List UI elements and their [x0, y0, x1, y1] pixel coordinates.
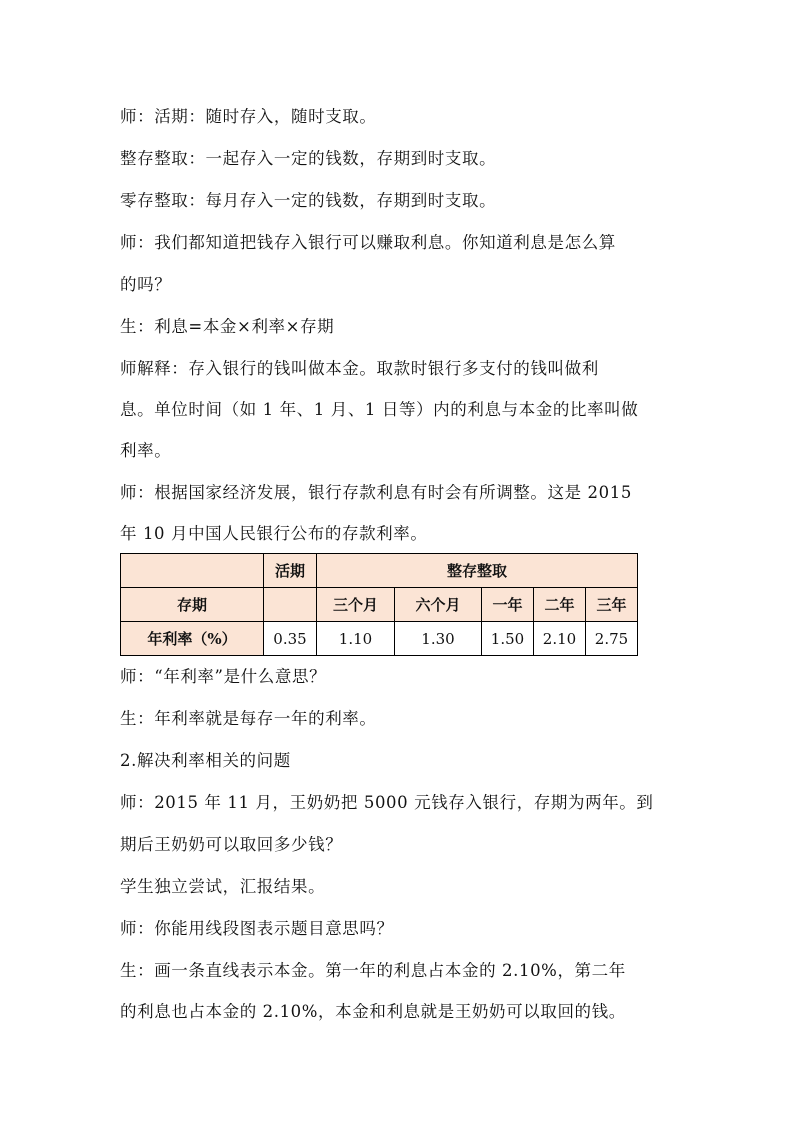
paragraph-line: 息。单位时间（如 1 年、1 月、1 日等）内的利息与本金的比率叫做 — [120, 400, 639, 419]
paragraph-line: 师：你能用线段图表示题目意思吗？ — [120, 919, 394, 938]
rate-cell: 1.10 — [317, 622, 395, 656]
paragraph-line: 生：画一条直线表示本金。第一年的利息占本金的 2.10%，第二年 — [120, 961, 626, 980]
paragraph-line: 师：根据国家经济发展，银行存款利息有时会有所调整。这是 2015 — [120, 483, 632, 502]
paragraph-line: 师：“年利率”是什么意思？ — [120, 667, 327, 686]
term-cell: 一年 — [482, 588, 534, 622]
paragraph-line: 师：2015 年 11 月，王奶奶把 5000 元钱存入银行，存期为两年。到 — [120, 793, 654, 812]
row-label-term: 存期 — [121, 588, 264, 622]
paragraph-line: 的吗？ — [120, 275, 172, 294]
term-cell: 三年 — [586, 588, 638, 622]
term-cell: 三个月 — [317, 588, 395, 622]
section-heading: 2.解决利率相关的问题 — [120, 751, 291, 770]
paragraph-line: 利率。 — [120, 441, 172, 460]
row-label-rate: 年利率（%） — [121, 622, 264, 656]
paragraph-line: 的利息也占本金的 2.10%，本金和利息就是王奶奶可以取回的钱。 — [120, 1002, 626, 1021]
header-fixed: 整存整取 — [317, 554, 638, 588]
rate-current: 0.35 — [264, 622, 317, 656]
term-cell: 六个月 — [395, 588, 482, 622]
term-current-empty — [264, 588, 317, 622]
paragraph-line: 年 10 月中国人民银行公布的存款利率。 — [120, 524, 428, 543]
paragraph-line: 学生独立尝试，汇报结果。 — [120, 877, 326, 896]
paragraph-line: 师：我们都知道把钱存入银行可以赚取利息。你知道利息是怎么算 — [120, 233, 616, 252]
rate-cell: 2.75 — [586, 622, 638, 656]
rate-cell: 2.10 — [534, 622, 586, 656]
header-current: 活期 — [264, 554, 317, 588]
paragraph-line: 期后王奶奶可以取回多少钱？ — [120, 835, 343, 854]
paragraph-line: 生：年利率就是每存一年的利率。 — [120, 709, 377, 728]
rate-cell: 1.50 — [482, 622, 534, 656]
rate-cell: 1.30 — [395, 622, 482, 656]
paragraph-line: 生：利息=本金×利率×存期 — [120, 317, 335, 336]
paragraph-line: 师：活期：随时存入，随时支取。 — [120, 107, 377, 126]
term-cell: 二年 — [534, 588, 586, 622]
paragraph-line: 零存整取：每月存入一定的钱数，存期到时支取。 — [120, 191, 497, 210]
deposit-rate-table — [120, 553, 638, 656]
table-corner-cell — [121, 554, 264, 588]
paragraph-line: 师解释：存入银行的钱叫做本金。取款时银行多支付的钱叫做利 — [120, 359, 599, 378]
paragraph-line: 整存整取：一起存入一定的钱数，存期到时支取。 — [120, 149, 497, 168]
